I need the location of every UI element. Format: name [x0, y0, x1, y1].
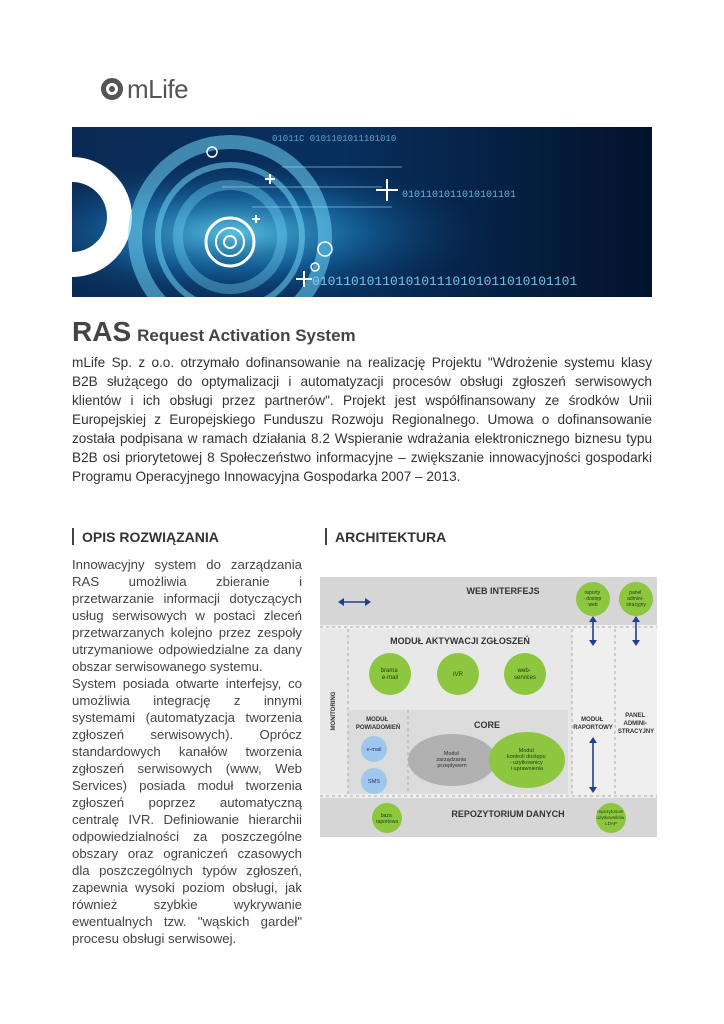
node-ivr: [437, 653, 479, 695]
label-modul-aktywacji: MODUŁ AKTYWACJI ZGŁOSZEŃ: [390, 636, 530, 646]
section-heading-opis: [72, 528, 219, 545]
svg-text:IVR: IVR: [452, 672, 464, 678]
banner-binary-3: 0101101011010101110101011010101101: [312, 274, 578, 289]
label-raportowy: MODUŁ RAPORTOWY: [573, 717, 613, 731]
node-sms: [361, 768, 387, 794]
banner-binary-2: 0101101011010101101: [402, 190, 517, 201]
node-brama-email: [369, 653, 411, 695]
svg-text:SMS: SMS: [368, 779, 380, 785]
label-monitoring: MONITORING: [331, 691, 337, 731]
page-title: [72, 316, 356, 348]
architecture-diagram: [320, 577, 657, 837]
node-modul-zarzadzania: [408, 734, 496, 786]
banner-binary-1: 01011C 0101101011101010: [272, 134, 397, 144]
svg-text:web- services: web- services: [513, 668, 537, 681]
label-powiadomien: MODUŁ POWIADOMIEŃ: [355, 717, 401, 731]
node-raporty: [576, 582, 610, 616]
section-title-opis: OPIS ROZWIĄZANIA: [82, 528, 219, 545]
opis-paragraph-2: System posiada otwarte interfejsy, co umożliwia integrację z innymi systemami (automatyzacja tworzenia zgłoszeń serwisowych). Oprócz standardowych kanałów tworzenia zgłoszeń serwisowych (www, Web Services) posiada moduł tworzenia zgłoszeń poprzez automatyczną centralę IVR. Definiowanie hierarchii odpowiedzialności za poszczególne obszary oraz ograniczeń czasowych dla poszczególnych typów zgłoszeń, zapewnia wysoki poziom obsługi, jak również szybkie wykrywanie ewentualnych tzw. "wąskich gardeł" procesu obsługi serwisowej.: [72, 676, 302, 946]
section-bar: [72, 528, 74, 545]
opis-paragraph-1: Innowacyjny system do zarządzania RAS umożliwia zbieranie i przetwarzanie informacji dotyczących usług serwisowych w postaci zleceń przetwarzanych kolejno przez zespoły utrzymaniowe odpowiedzialne za dany obszar serwisowanego systemu.: [72, 557, 302, 674]
title-subtitle: Request Activation System: [137, 326, 356, 345]
label-core: CORE: [473, 720, 501, 730]
svg-text:repozytorium użytkowni: repozytorium użytkowników LDAP: [596, 809, 625, 826]
mlife-logo-mark-icon: [101, 78, 123, 100]
svg-text:panel admini-: panel admini- stracyjny: [626, 590, 646, 608]
node-modul-kontroli: [489, 732, 565, 788]
svg-text:brama e-mail: brama e-mail: [380, 668, 399, 681]
svg-text:Moduł kontroli dostępu: Moduł kontroli dostępu - użytkownicy i uprawnienia: [506, 748, 546, 772]
svg-text:e-mail: e-mail: [366, 747, 382, 753]
opis-text: [72, 556, 302, 947]
label-web-interfejs: WEB INTERFEJS: [466, 586, 540, 596]
svg-text:raporty - dostęp: raporty - dostęp web: [583, 590, 602, 608]
node-webservices: [504, 653, 546, 695]
node-baza-raportowa: [372, 803, 402, 833]
mlife-logo-word: mLife: [127, 73, 189, 104]
section-title-architektura: ARCHITEKTURA: [335, 528, 447, 545]
title-acronym: RAS: [72, 316, 132, 347]
header-banner: [72, 127, 652, 297]
intro-paragraph: mLife Sp. z o.o. otrzymało dofinansowanie na realizację Projektu "Wdrożenie systemu klasy B2B służącego do optymalizacji i automatyzacji procesów obsługi zgłoszeń serwisowych klientów i ich obsługi przez partnerów". Projekt jest współfinansowany ze środków Unii Europejskiej z Europejskiego Funduszu Rozwoju Regionalnego. Umowa o dofinansowanie została podpisana w ramach działania 8.2 Wspieranie wdrażania elektronicznego biznesu typu B2B osi priorytetowej 8 Społeczeństwo informacyjne – zwiększanie innowacyjności gospodarki Programu Operacyjnego Innowacyjna Gospodarka 2007 – 2013.: [72, 355, 652, 484]
svg-text:baza raportowa: baza raportowa: [375, 813, 399, 825]
node-ldap: [596, 803, 626, 833]
mlife-logo: [101, 74, 188, 104]
section-heading-architektura: [325, 528, 446, 545]
label-panel-admin: PANEL ADMINI- STRACYJNY: [617, 713, 655, 735]
section-bar: [325, 528, 327, 545]
label-repozytorium: REPOZYTORIUM DANYCH: [451, 809, 565, 819]
banner-graphic: [72, 127, 652, 297]
svg-text:Moduł zarządzania: Moduł zarządzania przepływem: [436, 751, 467, 769]
node-panel-administracyjny: [619, 582, 653, 616]
node-email: [361, 736, 387, 762]
architecture-svg: [320, 577, 657, 837]
